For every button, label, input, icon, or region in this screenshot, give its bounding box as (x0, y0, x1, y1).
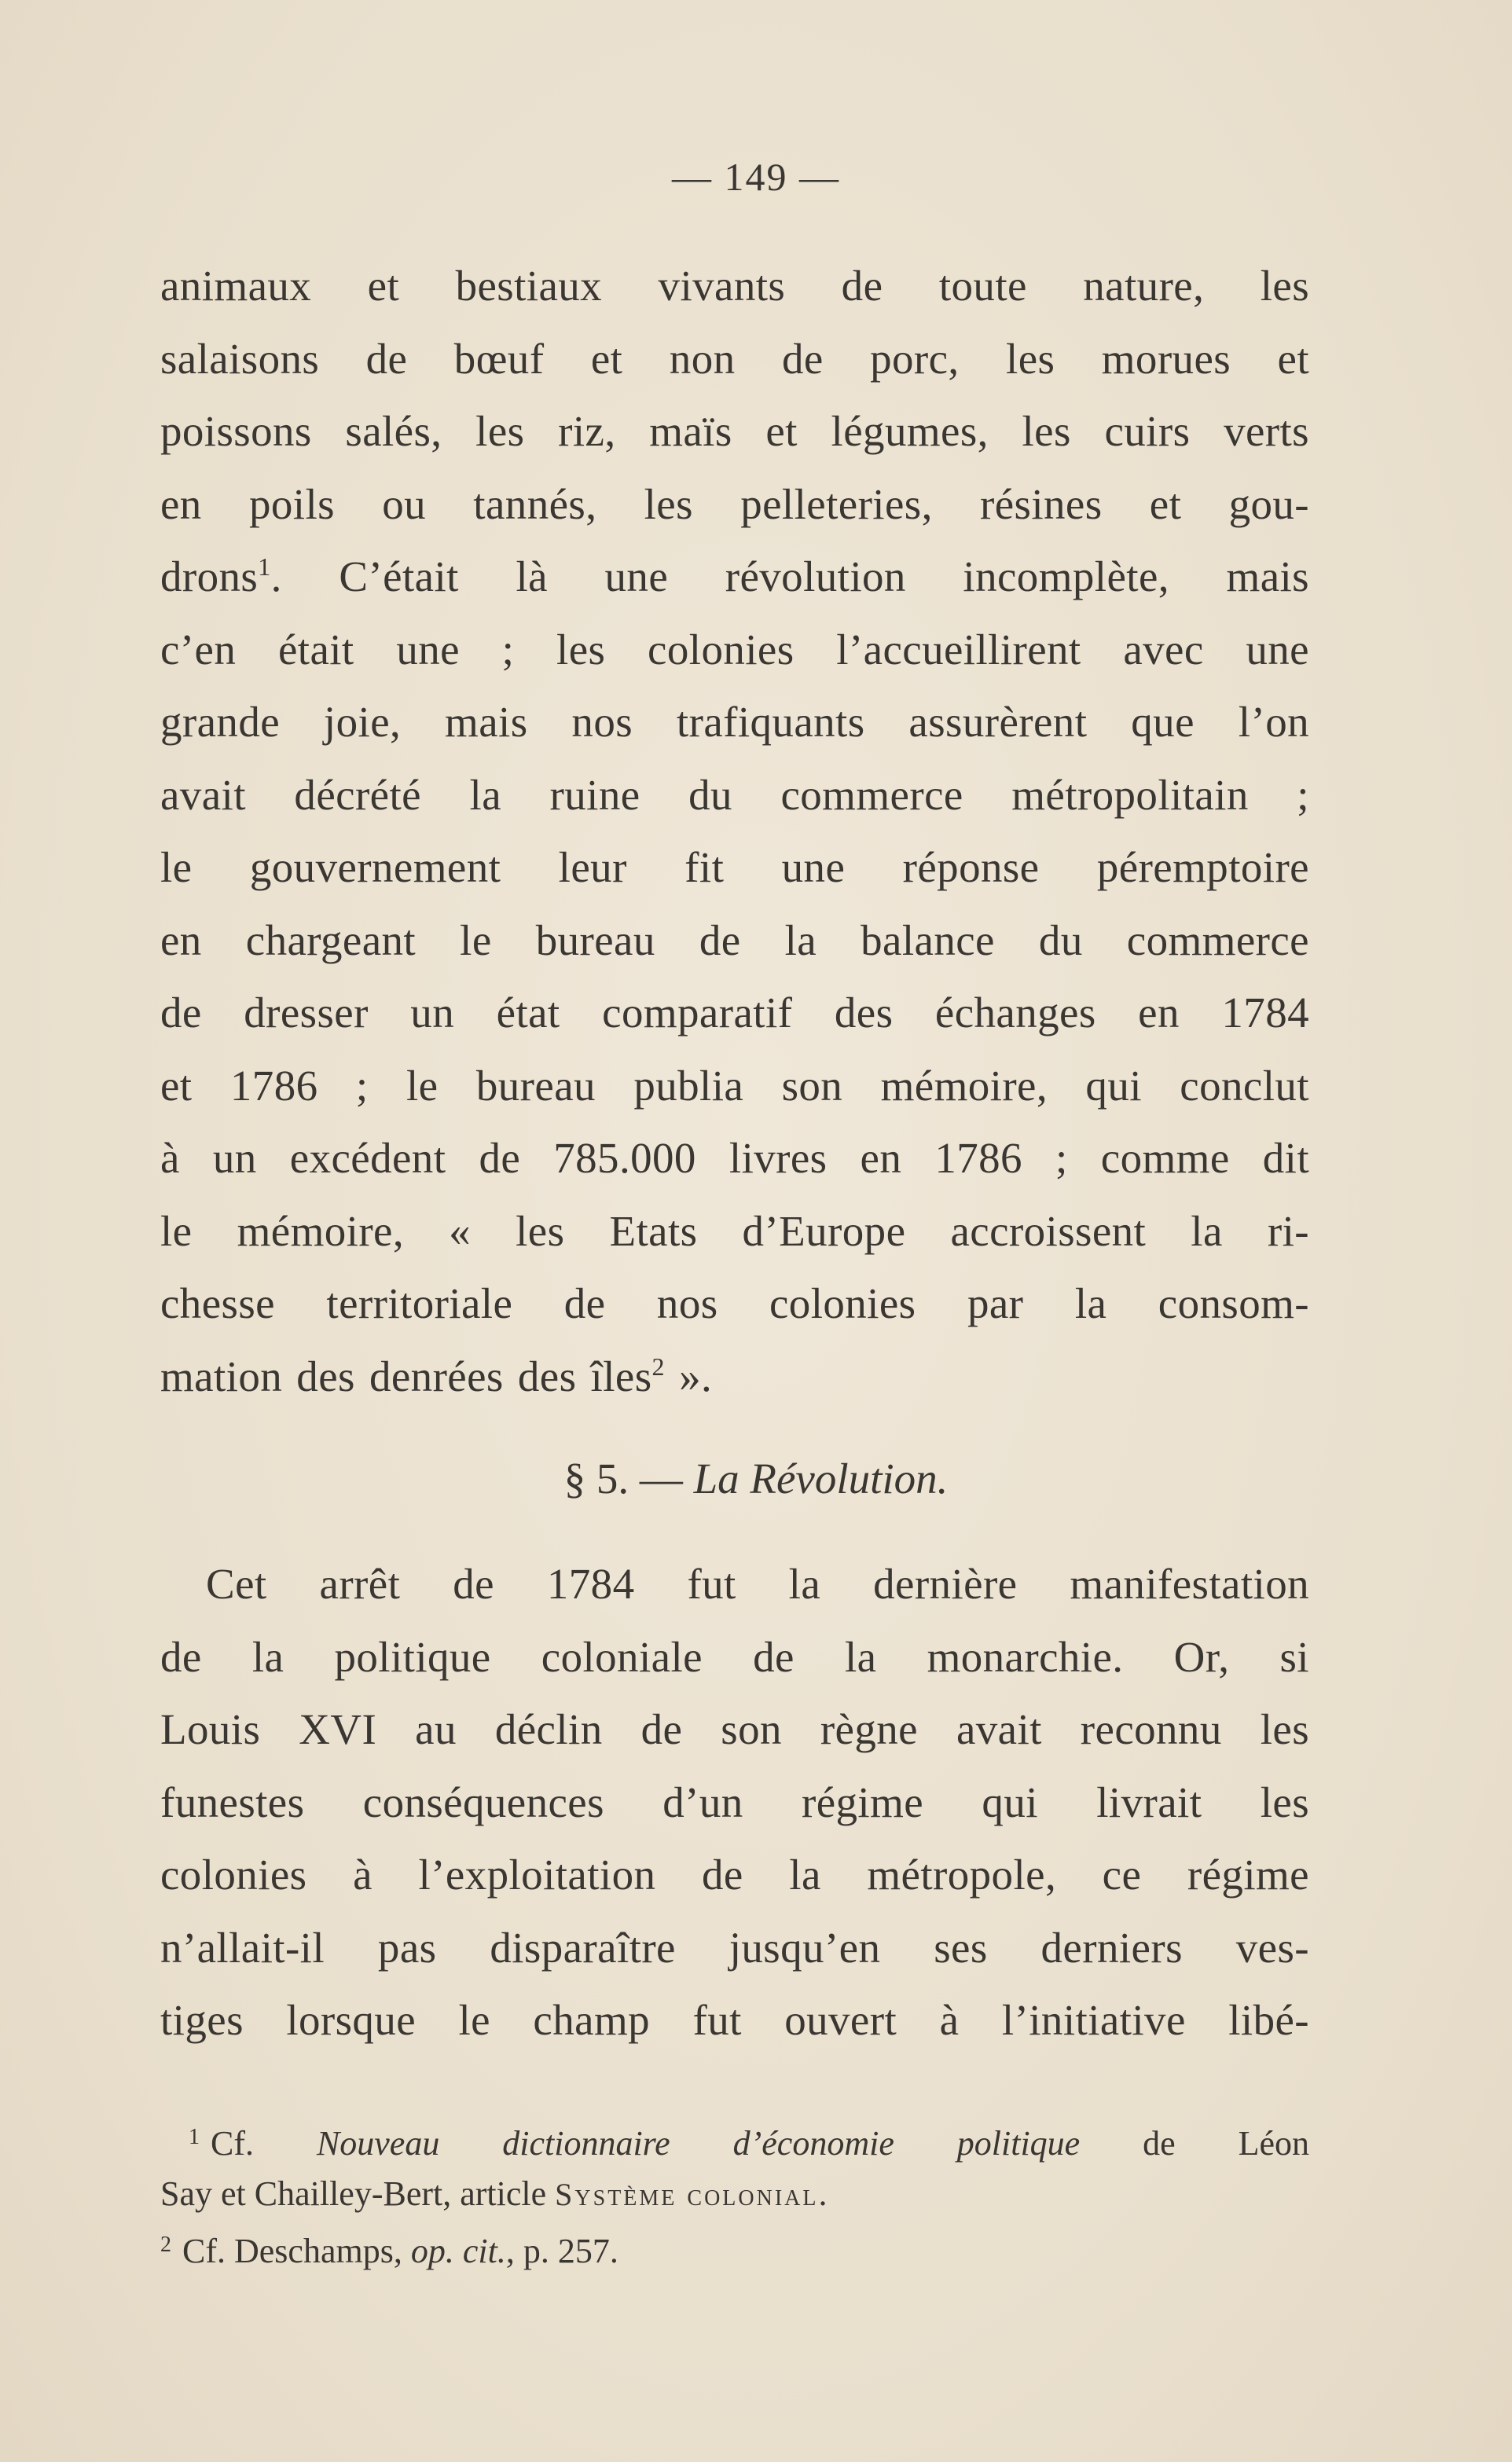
footnote-citation: op. cit. (410, 2232, 506, 2270)
text-line: Louis XVI au déclin de son règne avait reconnu les (160, 1705, 1309, 1753)
footnote-work-title: Nouveau dictionnaire d’économie politique (316, 2124, 1081, 2163)
footnote-1 (160, 2112, 1309, 2169)
text-line: en chargeant le bureau de la balance du commerce (160, 915, 1309, 964)
text-fragment: drons (160, 552, 259, 600)
text-line: funestes conséquences d’un régime qui livrait les (160, 1778, 1309, 1826)
text-line (160, 1341, 1309, 1414)
footnote-ref-2: 2 (651, 1352, 665, 1381)
text-line: tiges lorsque le champ fut ouvert à l’initiative libé- (160, 1996, 1309, 2044)
footnote-text: de Léon (1080, 2124, 1309, 2163)
footnote-2 (160, 2220, 1309, 2277)
text-line: n’allait-il pas disparaître jusqu’en ses derniers ves- (160, 1923, 1309, 1972)
text-line: chesse territoriale de nos colonies par la consom- (160, 1279, 1309, 1327)
text-line: avait décrété la ruine du commerce métropolitain ; (160, 770, 1309, 819)
section-number: § 5. — (563, 1455, 694, 1503)
section-heading (0, 1454, 1512, 1503)
paragraph-2 (160, 1548, 1309, 2057)
text-line: le gouvernement leur fit une réponse péremptoire (160, 843, 1309, 891)
text-fragment: ». (664, 1352, 713, 1400)
text-line: à un excédent de 785.000 livres en 1786 ; comme dit (160, 1134, 1309, 1182)
text-line: salaisons de bœuf et non de porc, les morues et (160, 334, 1309, 383)
text-line: grande joie, mais nos trafiquants assurèrent que l’on (160, 698, 1309, 746)
text-fragment: . C’était là une révolution incomplète, mais (270, 552, 1309, 600)
footnote-text: Say et Chailley-Bert, article (160, 2174, 556, 2213)
text-line: en poils ou tannés, les pelleteries, résines et gou- (160, 479, 1309, 528)
footnote-ref-1: 1 (258, 552, 271, 581)
footnote-mark: 1 (189, 2125, 200, 2149)
footnote-text: Cf. Deschamps, (182, 2232, 411, 2270)
page-number: — 149 — (672, 155, 840, 199)
footnotes (160, 2112, 1309, 2277)
footnote-text: Cf. (211, 2124, 317, 2163)
section-title: La Révolution. (693, 1455, 949, 1503)
text-line: de la politique coloniale de la monarchie. Or, si (160, 1632, 1309, 1681)
text-line: de dresser un état comparatif des échanges en 1784 (160, 989, 1309, 1037)
text-line (160, 541, 1309, 614)
footnote-1-continued (160, 2169, 1309, 2220)
text-fragment: mation des denrées des îles (160, 1352, 652, 1400)
text-line: poissons salés, les riz, maïs et légumes, les cuirs verts (160, 407, 1309, 455)
footnote-mark: 2 (160, 2233, 171, 2257)
paragraph-1 (160, 250, 1309, 1413)
text-line: et 1786 ; le bureau publia son mémoire, qui conclut (160, 1061, 1309, 1110)
text-line: le mémoire, « les Etats d’Europe accroissent la ri- (160, 1206, 1309, 1255)
text-line: c’en était une ; les colonies l’accueillirent avec une (160, 625, 1309, 673)
text-line: colonies à l’exploitation de la métropole, ce régime (160, 1851, 1309, 1899)
footnote-text: , p. 257. (505, 2232, 618, 2270)
text-line: Cet arrêt de 1784 fut la dernière manifestation (206, 1560, 1309, 1608)
text-line: animaux et bestiaux vivants de toute nature, les (160, 262, 1309, 310)
footnote-text: . (818, 2174, 828, 2213)
footnote-article-title: Système colonial (555, 2177, 819, 2212)
